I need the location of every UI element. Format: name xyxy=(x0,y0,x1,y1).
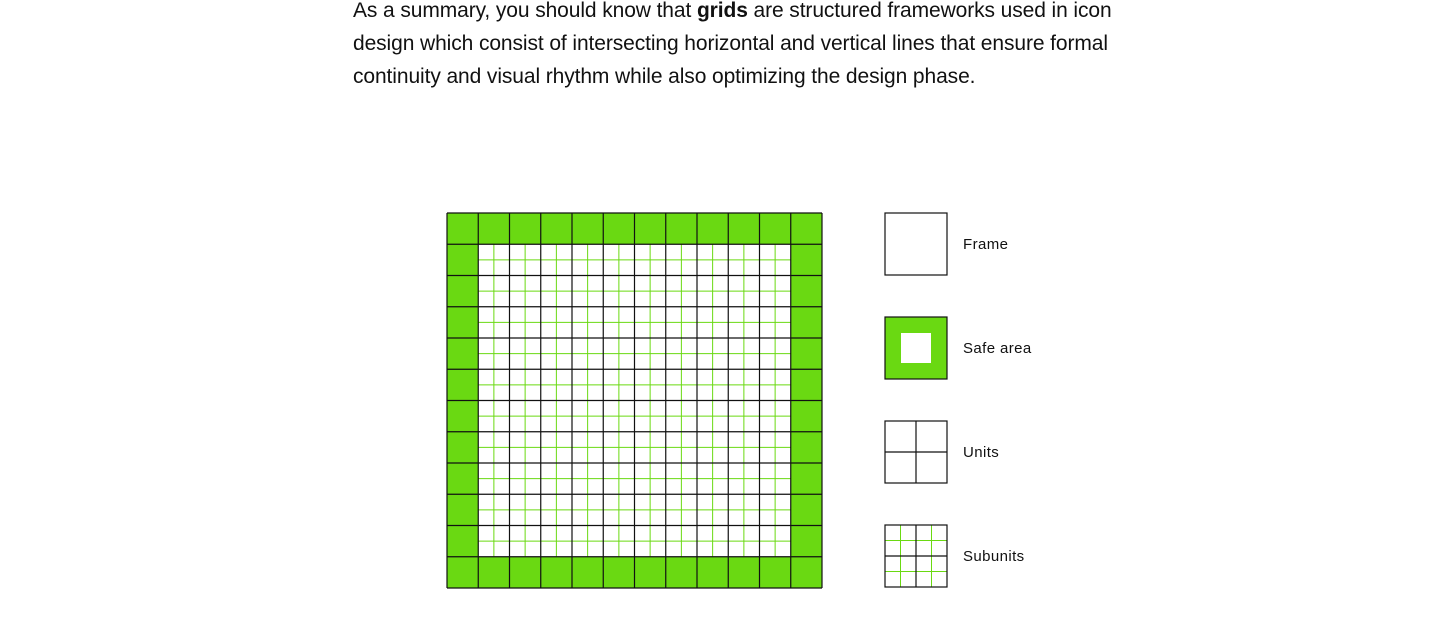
safe-area-cell xyxy=(447,526,478,557)
safe-area-cell xyxy=(791,244,822,275)
safe-area-cell xyxy=(447,307,478,338)
safe-area-cell xyxy=(572,213,603,244)
safe-area-cell xyxy=(447,401,478,432)
safe-area-cell xyxy=(603,213,634,244)
legend-item-safe-area xyxy=(885,317,1032,379)
safe-area-cell xyxy=(666,557,697,588)
safe-area-cell xyxy=(447,213,478,244)
safe-area-cell xyxy=(791,401,822,432)
safe-area-cell xyxy=(666,213,697,244)
safe-area-cell xyxy=(447,244,478,275)
summary-text-prefix: As a summary, you should know that xyxy=(353,0,697,22)
legend-label-subunits: Subunits xyxy=(963,548,1025,565)
safe-area-cell xyxy=(728,213,759,244)
safe-area-cell xyxy=(791,307,822,338)
safe-area-cell xyxy=(760,213,791,244)
legend-item-units xyxy=(885,421,999,483)
safe-area-cell xyxy=(572,557,603,588)
safe-area-cell xyxy=(510,213,541,244)
safe-area-cell xyxy=(791,557,822,588)
safe-area-cell xyxy=(510,557,541,588)
legend-item-subunits xyxy=(885,525,1025,587)
frame-swatch xyxy=(885,213,947,275)
safe-area-cell xyxy=(447,369,478,400)
safe-area-cell xyxy=(447,276,478,307)
safe-area-cell xyxy=(791,369,822,400)
safe-area-cell xyxy=(478,213,509,244)
safe-area-cell xyxy=(791,276,822,307)
safe-area-cell xyxy=(791,338,822,369)
safe-area-cell xyxy=(760,557,791,588)
safe-area-cell xyxy=(728,557,759,588)
safe-area-cell xyxy=(447,432,478,463)
safe-area-cell xyxy=(478,557,509,588)
safe-area-cell xyxy=(791,213,822,244)
summary-text-suffix: are structured frameworks used in icon design which consist of intersecting horizontal and vertical lines that ensure formal continuity and visual rhythm while also optimizing the design phase. xyxy=(353,0,1112,88)
safe-area-cell xyxy=(697,557,728,588)
main-icon-grid xyxy=(447,213,822,588)
safe-area-cell xyxy=(791,526,822,557)
legend-label-safe-area: Safe area xyxy=(963,340,1032,357)
safe-area-cell xyxy=(635,557,666,588)
legend-item-frame xyxy=(885,213,1008,275)
safe-area-cell xyxy=(541,557,572,588)
safe-area-swatch-inner xyxy=(901,333,931,363)
safe-area-cell xyxy=(791,494,822,525)
safe-area-cell xyxy=(697,213,728,244)
summary-text-bold: grids xyxy=(696,0,748,22)
legend-label-units: Units xyxy=(963,444,1000,461)
safe-area-cell xyxy=(635,213,666,244)
legend xyxy=(885,213,1032,587)
safe-area-cell xyxy=(447,557,478,588)
legend-label-frame: Frame xyxy=(963,236,1009,253)
safe-area-cell xyxy=(541,213,572,244)
safe-area-cell xyxy=(603,557,634,588)
safe-area-cell xyxy=(791,463,822,494)
safe-area-cell xyxy=(447,494,478,525)
safe-area-cell xyxy=(447,338,478,369)
safe-area-cell xyxy=(791,432,822,463)
safe-area-cell xyxy=(447,463,478,494)
